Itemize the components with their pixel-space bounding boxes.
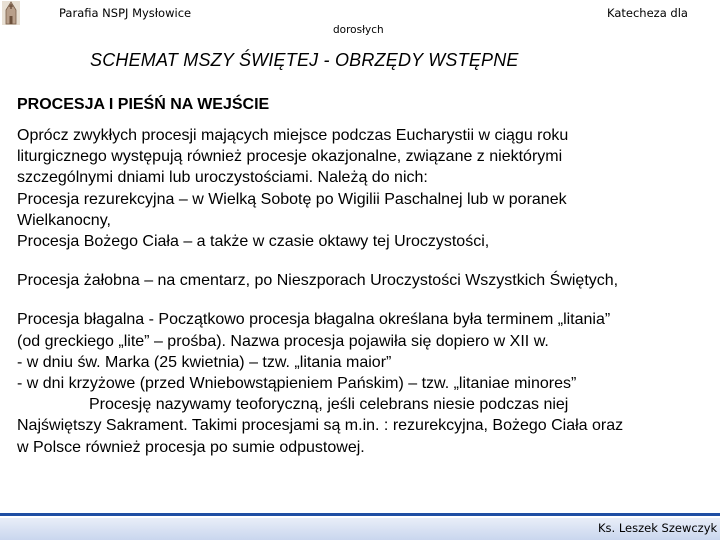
text-line: Najświętszy Sakrament. Takimi procesjami są m.in. : rezurekcyjna, Bożego Ciała oraz (17, 417, 624, 435)
church-logo-icon (2, 1, 20, 25)
text-line: Procesja Bożego Ciała – a także w czasie oktawy tej Uroczystości, (17, 233, 490, 251)
text-line: w Polsce również procesja po sumie odpustowej. (17, 438, 365, 456)
text-line: (od greckiego „lite” – prośba). Nazwa procesja pojawiła się dopiero w XII w. (17, 332, 549, 350)
text-line: - w dni krzyżowe (przed Wniebowstąpieniem Pańskim) – tzw. „litaniae minores” (17, 375, 577, 393)
footer-bar (0, 513, 720, 540)
body-text (17, 125, 717, 458)
text-line: - w dniu św. Marka (25 kwietnia) – tzw. „litania maior” (17, 353, 392, 371)
text-line: Procesja błagalna - Początkowo procesja błagalna określana była terminem „litania” (17, 311, 611, 329)
catechesis-label-continued: dorosłych (333, 24, 384, 36)
text-line: Procesja rezurekcyjna – w Wielką Sobotę po Wigilii Paschalnej lub w poranek (17, 190, 567, 208)
text-line: Procesja żałobna – na cmentarz, po Nieszporach Uroczystości Wszystkich Świętych, (17, 272, 619, 290)
parish-name: Parafia NSPJ Mysłowice (59, 6, 192, 20)
text-line: liturgicznego występują również procesje okazjonalne, związane z niektórymi (17, 148, 563, 166)
author-name: Ks. Leszek Szewczyk (598, 521, 718, 535)
text-line: szczególnymi dniami lub uroczystościami. Należą do nich: (17, 169, 428, 187)
text-line: Procesję nazywamy teoforyczną, jeśli celebrans niesie podczas niej (89, 396, 569, 414)
page-title: SCHEMAT MSZY ŚWIĘTEJ - OBRZĘDY WSTĘPNE (90, 50, 519, 70)
catechesis-label: Katecheza dla (607, 6, 688, 20)
text-line: Wielkanocny, (17, 211, 111, 229)
text-line: Oprócz zwykłych procesji mających miejsce podczas Eucharystii w ciągu roku (17, 127, 569, 144)
section-heading: PROCESJA I PIEŚŃ NA WEJŚCIE (17, 96, 270, 113)
footer-divider (0, 513, 720, 516)
header-bar (0, 0, 720, 26)
